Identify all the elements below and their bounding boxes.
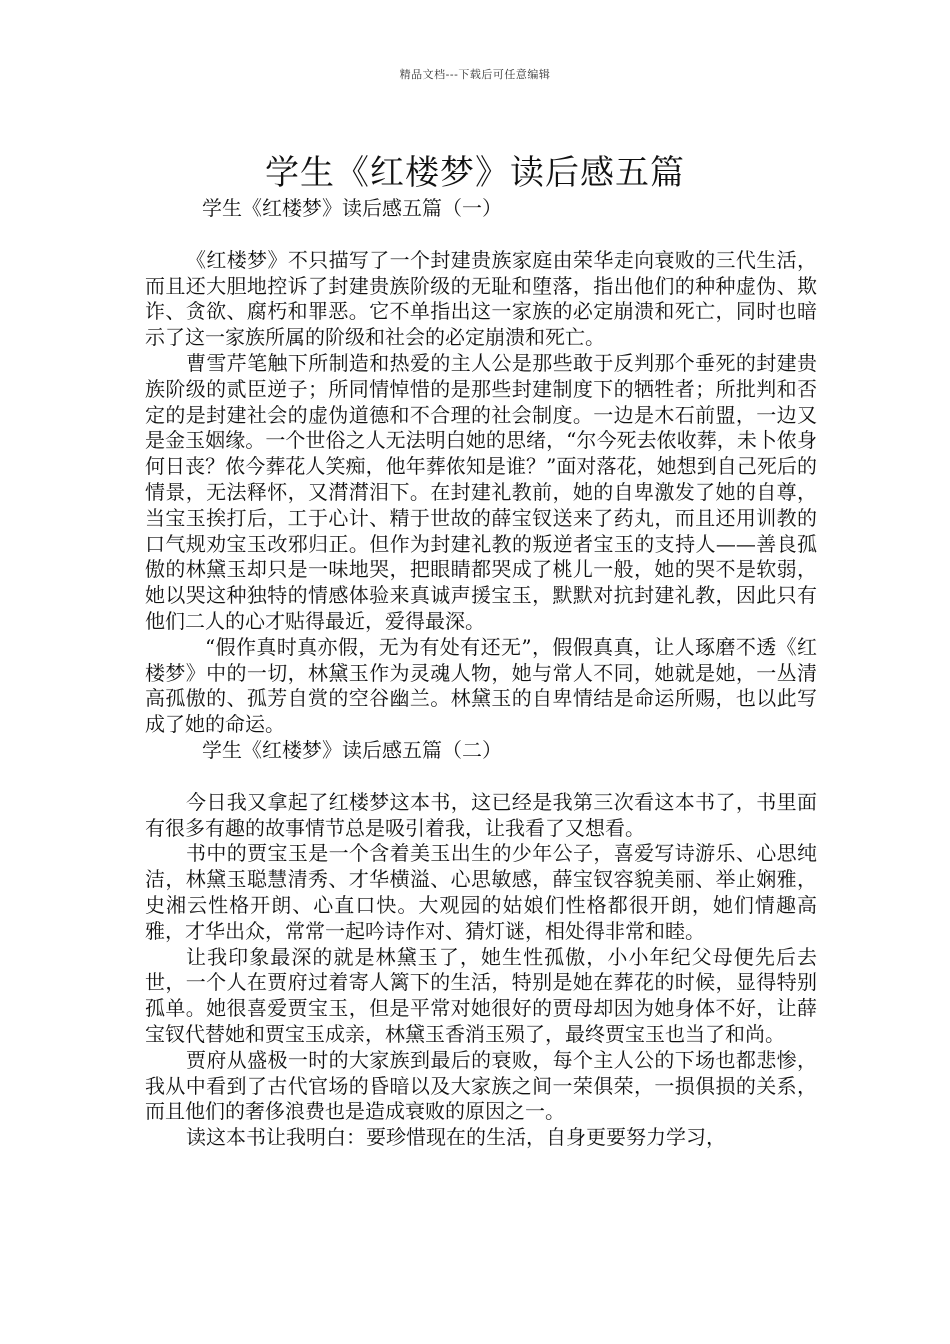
paragraph: 曹雪芹笔触下所制造和热爱的主人公是那些敢于反判那个垂死的封建贵族阶级的贰臣逆子；所同情悼惜的是那些封建制度下的牺牲者；所批判和否定的是封建社会的虚伪道德和不合理的社会制度。一边是木石前盟，一边又是金玉姻缘。一个世俗之人无法明白她的思绪，“尔今死去侬收葬，未卜侬身何日丧？侬今葬花人笑痴，他年葬侬知是谁？”面对落花，她想到自己死后的情景，无法释怀，又潸潸泪下。在封建礼教前，她的自卑激发了她的自尊，当宝玉挨打后，工于心计、精于世故的薛宝钗送来了药丸，而且还用训教的口气规劝宝玉改邪归正。但作为封建礼教的叛逆者宝玉的支持人——善良孤傲的林黛玉却只是一味地哭，把眼睛都哭成了桃儿一般，她的哭不是软弱，她以哭这种独特的情感体验来真诚声援宝玉，默默对抗封建礼教，因此只有他们二人的心才贴得最近，爱得最深。: [145, 350, 817, 633]
paragraph: 书中的贾宝玉是一个含着美玉出生的少年公子，喜爱写诗游乐、心思纯洁，林黛玉聪慧清秀、才华横溢、心思敏感，薛宝钗容貌美丽、举止娴雅，史湘云性格开朗、心直口快。大观园的姑娘们性格都很开朗，她们情趣高雅，才华出众，常常一起吟诗作对、猜灯谜，相处得非常和睦。: [145, 841, 817, 943]
paragraph: 今日我又拿起了红楼梦这本书，这已经是我第三次看这本书了，书里面有很多有趣的故事情节总是吸引着我，让我看了又想看。: [145, 789, 817, 840]
document-title: 学生《红楼梦》读后感五篇: [265, 152, 685, 193]
blank-line: [145, 222, 817, 248]
header-note: 精品文档---下载后可任意编辑: [399, 68, 551, 81]
paragraph: 《红楼梦》不只描写了一个封建贵族家庭由荣华走向衰败的三代生活，而且还大胆地控诉了封建贵族阶级的无耻和堕落，指出他们的种种虚伪、欺诈、贪欲、腐朽和罪恶。它不单指出这一家族的必定崩溃和死亡，同时也暗示了这一家族所属的阶级和社会的必定崩溃和死亡。: [145, 247, 817, 350]
paragraph: “假作真时真亦假，无为有处有还无”，假假真真，让人琢磨不透《红楼梦》中的一切，林黛玉作为灵魂人物，她与常人不同，她就是她，一丛清高孤傲的、孤芳自赏的空谷幽兰。林黛玉的自卑情结是命运所赐，也以此写成了她的命运。: [145, 634, 817, 737]
document-body: [145, 196, 817, 1151]
section-heading-2: 学生《红楼梦》读后感五篇（二）: [202, 737, 502, 762]
paragraph: 让我印象最深的就是林黛玉了，她生性孤傲，小小年纪父母便先后去世，一个人在贾府过着寄人篱下的生活，特别是她在葬花的时候，显得特别孤单。她很喜爱贾宝玉，但是平常对她很好的贾母却因为她身体不好，让薛宝钗代替她和贾宝玉成亲，林黛玉香消玉殒了，最终贾宝玉也当了和尚。: [145, 944, 817, 1046]
paragraph: 读这本书让我明白：要珍惜现在的生活，自身更要努力学习，: [186, 1125, 726, 1150]
paragraph: 贾府从盛极一时的大家族到最后的衰败，每个主人公的下场也都悲惨，我从中看到了古代官场的昏暗以及大家族之间一荣俱荣，一损俱损的关系，而且他们的奢侈浪费也是造成衰败的原因之一。: [145, 1047, 817, 1124]
section-heading-1: 学生《红楼梦》读后感五篇（一）: [202, 196, 502, 220]
blank-line: [145, 764, 817, 790]
